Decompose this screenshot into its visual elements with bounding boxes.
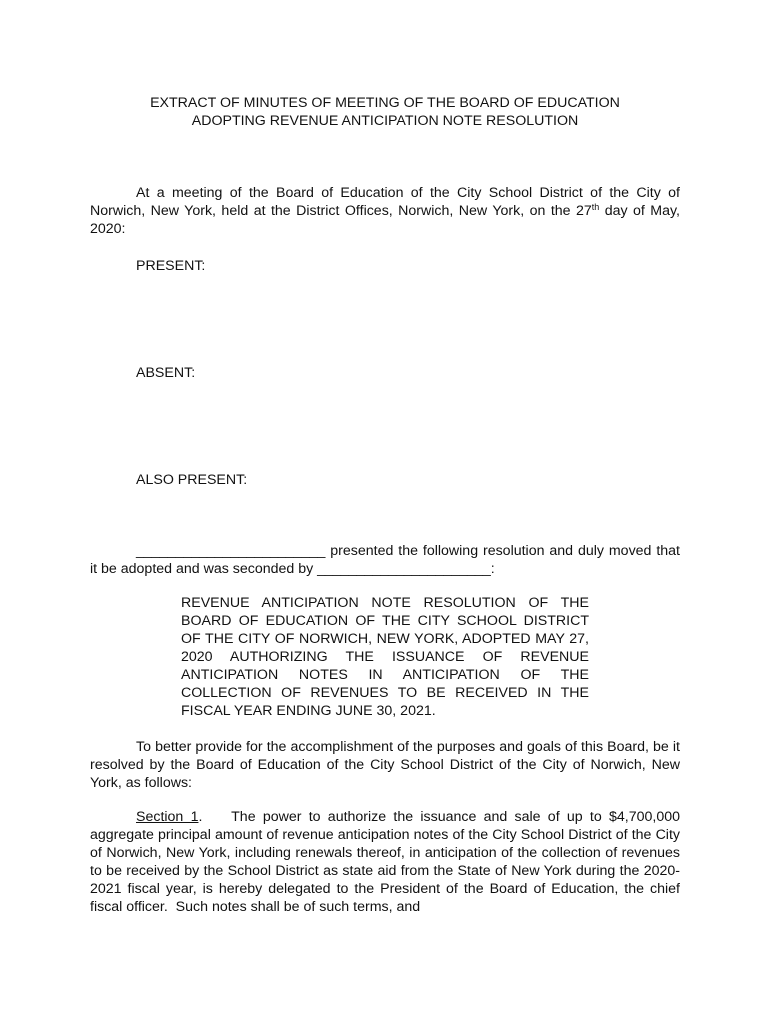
motion-colon: : (490, 561, 495, 577)
meeting-intro-end: day of May, 2020: (90, 203, 680, 237)
also-present-label: ALSO PRESENT: (136, 472, 248, 488)
seconder-blank: ______________________ (317, 561, 491, 577)
ordinal-suffix: th (591, 202, 600, 212)
motion-paragraph (90, 542, 680, 578)
document-title (0, 94, 770, 130)
section-1-paragraph (90, 808, 684, 916)
meeting-intro-paragraph (90, 184, 680, 238)
title-line-1: EXTRACT OF MINUTES OF MEETING OF THE BOARD OF EDUCATION (150, 95, 620, 111)
present-label: PRESENT: (136, 258, 206, 274)
section-1-text: . The power to authorize the issuance and sale of up to $4,700,000 aggregate principal amount of revenue anticipation notes of the City School District of the City of Norwich, New York, including renewals thereof, in anticipation of the collection of revenues to be received by the School District as state aid from the State of New York during the 2020-2021 fiscal year, is hereby delegated to the President of the Board of Education, the chief fiscal officer. Such notes shall be of such terms, and (90, 809, 684, 915)
preamble-paragraph: To better provide for the accomplishment of the purposes and goals of this Board, be it resolved by the Board of Education of the City School District of the City of Norwich, New York, as follows: (90, 739, 680, 791)
absent-label: ABSENT: (136, 365, 196, 381)
motion-text: presented the following resolution and duly moved that it be adopted and was seconded by (90, 543, 680, 577)
section-1-label: Section 1 (136, 809, 199, 825)
meeting-intro-text: At a meeting of the Board of Education of the City School District of the City of Norwich, New York, held at the District Offices, Norwich, New York, on the 27 (90, 185, 680, 219)
title-line-2: ADOPTING REVENUE ANTICIPATION NOTE RESOLUTION (191, 113, 579, 129)
presenter-blank: ________________________ (136, 543, 326, 559)
resolution-heading: REVENUE ANTICIPATION NOTE RESOLUTION OF THE BOARD OF EDUCATION OF THE CITY SCHOOL DISTRICT OF THE CITY OF NORWICH, NEW YORK, ADOPTED MAY 27, 2020 AUTHORIZING THE ISSUANCE OF REVENUE ANTICIPATION NOTES IN ANTICIPATION OF THE COLLECTION OF REVENUES TO BE RECEIVED IN THE FISCAL YEAR ENDING JUNE 30, 2021. (181, 595, 589, 719)
